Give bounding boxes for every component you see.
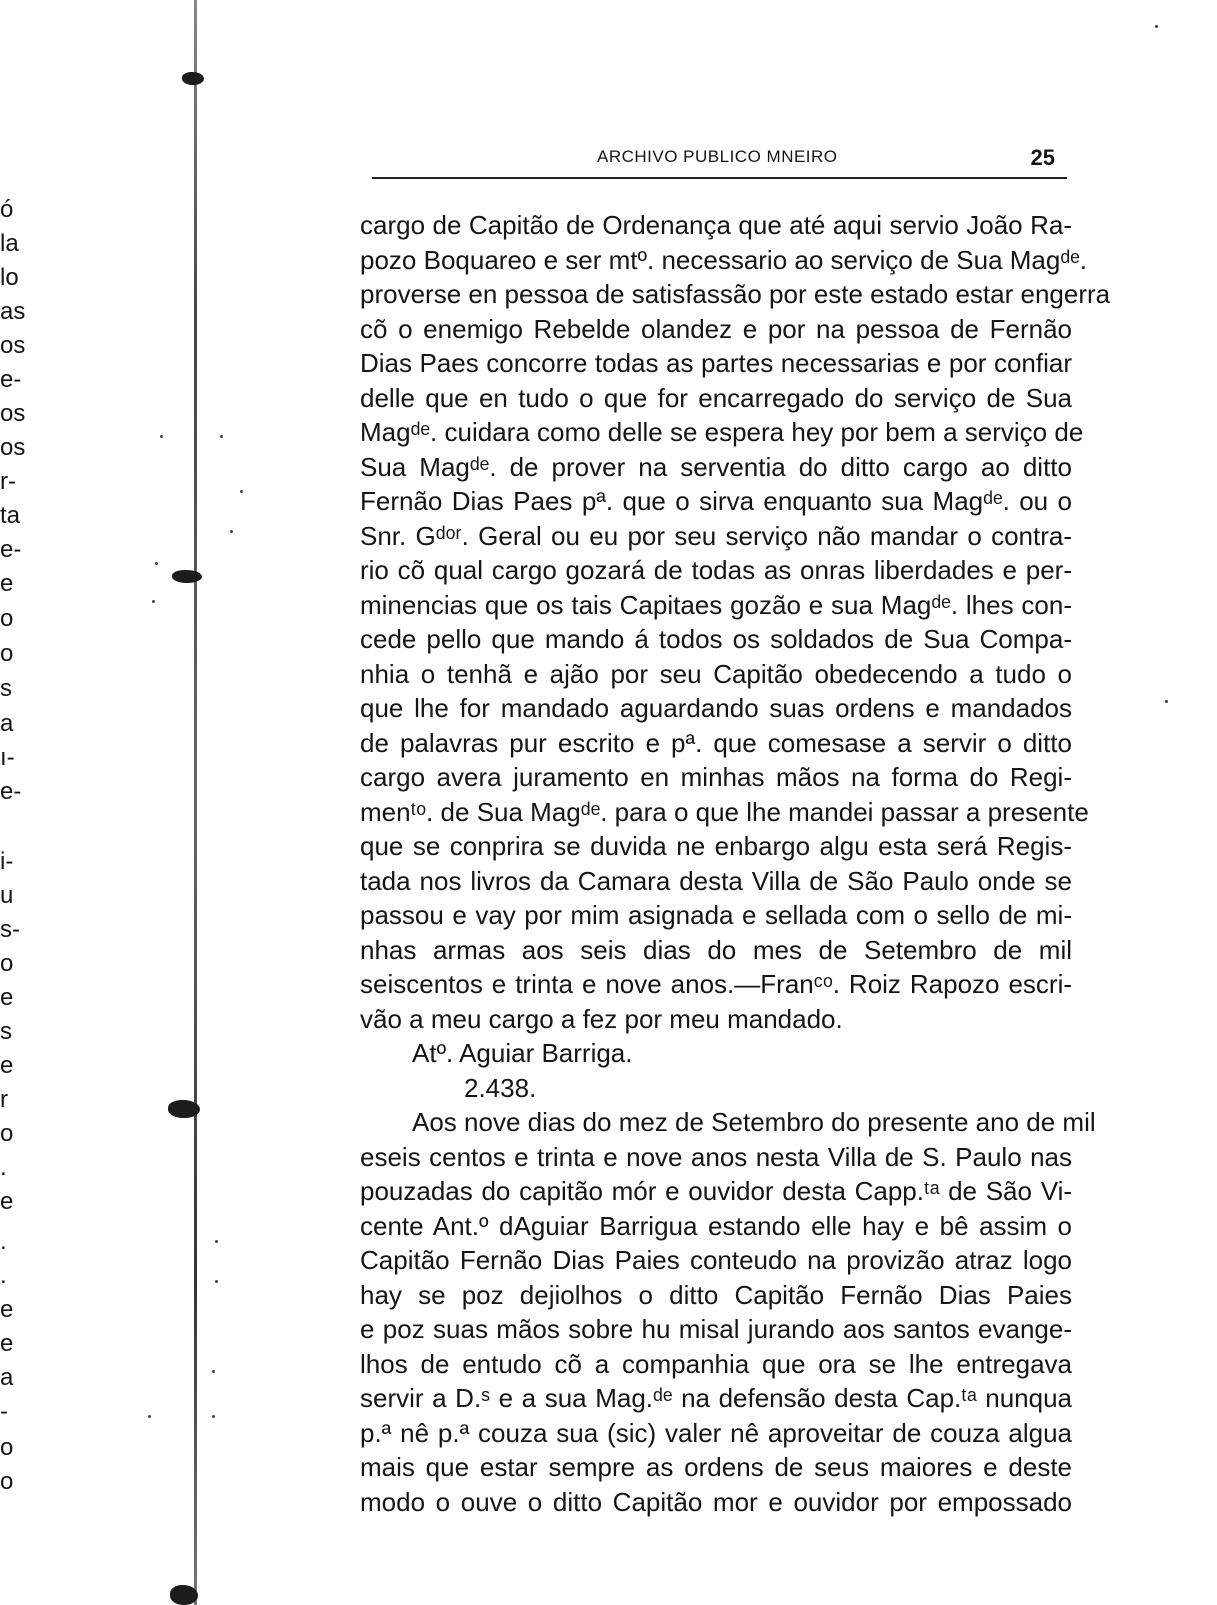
text-line: nhia o tenhã e ajão por seu Capitão obedecendo a tudo o: [360, 658, 1072, 689]
margin-fragment: os: [0, 400, 26, 427]
running-title: ARCHIVO PUBLICO MNEIRO: [597, 147, 838, 166]
text-line: Fernão Dias Paes pª. que o sirva enquanto sua Magᵈᵉ. ou o: [360, 486, 1072, 516]
margin-fragment: o: [0, 605, 14, 632]
margin-fragment: r-: [0, 468, 16, 495]
margin-fragment: os: [0, 434, 26, 461]
margin-fragment: s-: [0, 916, 20, 943]
margin-fragment: ta: [0, 502, 21, 529]
margin-fragment: e: [0, 1188, 14, 1215]
margin-fragment: .: [0, 1154, 7, 1181]
text-line: Capitão Fernão Dias Paies conteudo na provizão atraz logo: [360, 1245, 1072, 1275]
speck: [215, 1280, 218, 1283]
speck: [220, 435, 223, 438]
binding-mark: [168, 1100, 200, 1118]
speck: [1155, 25, 1158, 28]
text-line: tada nos livros da Camara desta Villa de São Paulo onde se: [360, 865, 1072, 896]
entry-number: 2.438.: [464, 1072, 537, 1103]
text-line: Dias Paes concorre todas as partes necessarias e por confiar: [360, 348, 1072, 378]
margin-fragment: e: [0, 1330, 14, 1357]
text-line: hay se poz dejiolhos o ditto Capitão Fernão Dias Paies: [360, 1279, 1072, 1310]
text-line: seiscentos e trinta e nove anos.—Franᶜᵒ. Roiz Rapozo escri-: [360, 969, 1072, 999]
margin-fragment: e-: [0, 536, 22, 563]
speck: [215, 1240, 218, 1243]
margin-fragment: e: [0, 1052, 14, 1079]
text-line: lhos de entudo cõ a companhia que ora se lhe entregava: [360, 1348, 1072, 1379]
speck: [152, 600, 155, 603]
speck: [212, 1370, 215, 1373]
page-header: [372, 147, 1067, 173]
margin-fragment: o: [0, 1468, 14, 1495]
text-line: mais que estar sempre as ordens de seus maiores e deste: [360, 1452, 1072, 1482]
margin-fragment: e: [0, 984, 14, 1011]
margin-fragment: lo: [0, 264, 19, 291]
speck: [212, 1415, 215, 1418]
text-line: cargo de Capitão de Ordenança que até aqui servio João Ra-: [360, 210, 1072, 240]
margin-fragment: u: [0, 882, 14, 909]
binding-mark: [172, 570, 202, 583]
text-line: nhas armas aos seis dias do mes de Setembro de mil: [360, 934, 1072, 965]
text-line: cente Ant.º dAguiar Barrigua estando elle hay e bê assim o: [360, 1210, 1072, 1241]
margin-fragment: os: [0, 332, 26, 359]
text-line: menᵗᵒ. de Sua Magᵈᵉ. para o que lhe mandei passar a presente: [360, 796, 1089, 827]
text-line: e poz suas mãos sobre hu misal jurando aos santos evange-: [360, 1314, 1072, 1344]
text-line: que lhe for mandado aguardando suas ordens e mandados: [360, 693, 1072, 723]
margin-fragment: o: [0, 1120, 14, 1147]
text-line: pozo Boquareo e ser mtº. necessario ao serviço de Sua Magᵈᵉ.: [360, 244, 1088, 275]
text-line: rio cõ qual cargo gozará de todas as onras liberdades e per-: [360, 555, 1072, 585]
document-body: [360, 208, 1111, 1519]
text-line: Magᵈᵉ. cuidara como delle se espera hey por bem a serviço de: [360, 417, 1084, 447]
text-line: Snr. Gᵈᵒʳ. Geral ou eu por seu serviço não mandar o contra-: [360, 520, 1072, 551]
text-line: vão a meu cargo a fez por meu mandado.: [360, 1003, 843, 1034]
header-rule: [372, 177, 1067, 182]
margin-fragment: as: [0, 298, 26, 325]
margin-fragment: e-: [0, 366, 22, 393]
left-margin-fragments: [0, 0, 30, 1605]
speck: [160, 435, 163, 438]
text-line: que se conprira se duvida ne enbargo algu esta será Regis-: [360, 831, 1072, 861]
binding-mark: [170, 1585, 198, 1605]
text-line: delle que en tudo o que for encarregado do serviço de Sua: [360, 382, 1072, 413]
margin-fragment: .: [0, 1262, 7, 1289]
margin-fragment: o: [0, 640, 14, 667]
speck: [148, 1415, 151, 1418]
page-number: 25: [1030, 145, 1055, 170]
margin-fragment: a: [0, 710, 14, 737]
signature-line: Atº. Aguiar Barriga.: [412, 1038, 633, 1068]
speck: [230, 530, 233, 533]
margin-fragment: -: [0, 1398, 8, 1425]
speck: [240, 490, 243, 493]
text-line: proverse en pessoa de satisfassão por este estado estar engerra: [360, 279, 1111, 309]
margin-fragment: ı-: [0, 744, 15, 771]
margin-fragment: s: [0, 1018, 12, 1045]
text-line: pouzadas do capitão mór e ouvidor desta Capp.ᵗᵃ de São Vi-: [360, 1176, 1072, 1206]
margin-fragment: a: [0, 1364, 14, 1391]
margin-fragment: r: [0, 1086, 8, 1113]
margin-fragment: e: [0, 570, 14, 597]
margin-fragment: e-: [0, 778, 22, 805]
text-line: eseis centos e trinta e nove anos nesta Villa de S. Paulo nas: [360, 1141, 1072, 1172]
text-line: p.ª nê p.ª couza sua (sic) valer nê aproveitar de couza algua: [360, 1417, 1072, 1448]
text-line: cõ o enemigo Rebelde olandez e por na pessoa de Fernão: [360, 313, 1072, 344]
page-gutter-line: [194, 0, 197, 1605]
margin-fragment: i-: [0, 848, 14, 875]
margin-fragment: o: [0, 950, 14, 977]
text-line: modo o ouve o ditto Capitão mor e ouvidor por empossado: [360, 1486, 1072, 1517]
text-line: Sua Magᵈᵉ. de prover na serventia do ditto cargo ao ditto: [360, 451, 1072, 482]
text-line: servir a D.ˢ e a sua Mag.ᵈᵉ na defensão desta Cap.ᵗᵃ nunqua: [360, 1383, 1072, 1413]
text-line: minencias que os tais Capitaes gozão e sua Magᵈᵉ. lhes con-: [360, 589, 1072, 620]
binding-mark: [182, 72, 204, 85]
speck: [155, 562, 158, 565]
margin-fragment: .: [0, 1228, 7, 1255]
margin-fragment: o: [0, 1434, 14, 1461]
text-line: passou e vay por mim asignada e sellada com o sello de mi-: [360, 900, 1072, 930]
margin-fragment: la: [0, 230, 19, 257]
text-line: Aos nove dias do mez de Setembro do presente ano de mil: [412, 1107, 1096, 1137]
margin-fragment: e: [0, 1296, 14, 1323]
margin-fragment: ó: [0, 196, 14, 223]
margin-fragment: s: [0, 675, 12, 702]
speck: [1165, 700, 1168, 703]
text-line: cargo avera juramento en minhas mãos na forma do Regi-: [360, 762, 1072, 792]
text-line: cede pello que mando á todos os soldados de Sua Compa-: [360, 624, 1072, 654]
text-line: de palavras pur escrito e pª. que comesase a servir o ditto: [360, 727, 1072, 758]
